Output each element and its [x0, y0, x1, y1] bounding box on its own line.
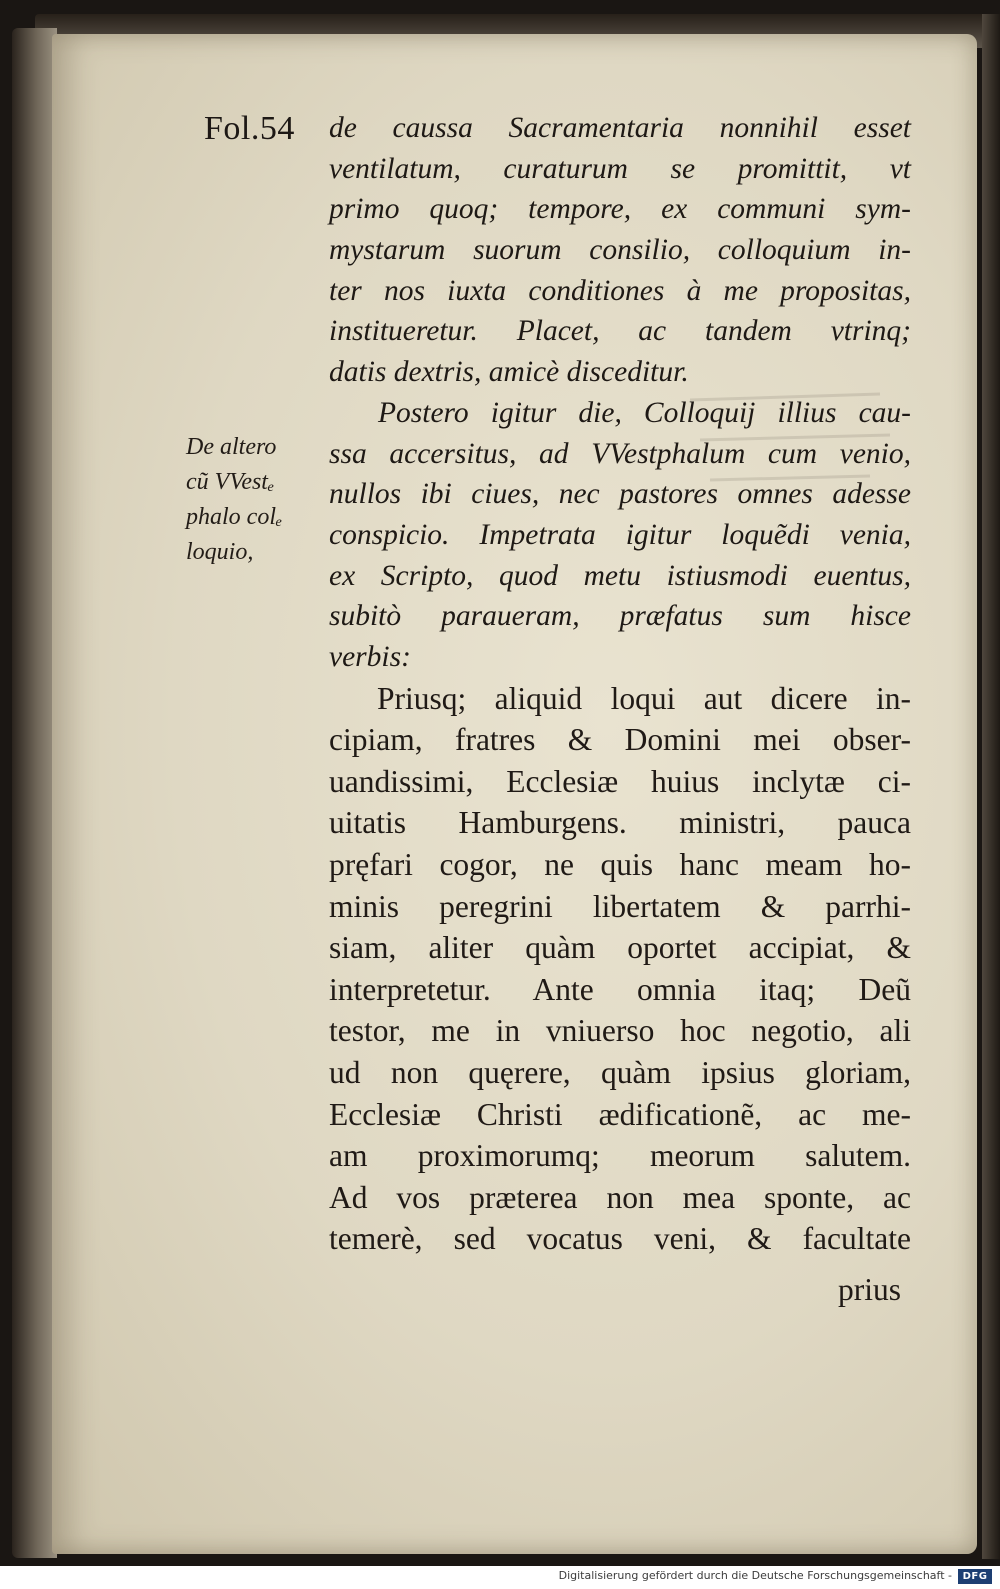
text-line: Postero igitur die, Colloquij illius cau-	[378, 396, 911, 429]
text-line: Ad vos præterea non mea sponte, ac	[329, 1179, 911, 1215]
text-line: ud non quęrere, quàm ipsius gloriam,	[329, 1054, 911, 1090]
marginal-line: cũ VVestₑ	[186, 469, 275, 495]
text-line: minis peregrini libertatem & parrhi-	[329, 888, 911, 924]
text-line: temerè, sed vocatus veni, & facultate	[329, 1221, 911, 1257]
text-line: ssa accersitus, ad VVestphalum cum venio,	[329, 437, 911, 470]
text-line: mystarum suorum consilio, colloquium in-	[329, 234, 911, 267]
text-line: testor, me in vniuerso hoc negotio, ali	[329, 1013, 911, 1049]
text-line: verbis:	[329, 640, 411, 673]
dfg-logo: DFG	[958, 1569, 992, 1584]
text-line: cipiam, fratres & Domini mei obser-	[329, 722, 911, 758]
text-line: de caussa Sacramentaria nonnihil esset	[329, 112, 911, 144]
catchword: prius	[838, 1272, 901, 1307]
text-line: uitatis Hamburgens. ministri, pauca	[329, 805, 911, 841]
text-line: Priusq; aliquid loqui aut dicere in-	[377, 680, 911, 716]
text-line: ventilatum, curaturum se promittit, vt	[329, 152, 911, 185]
text-line: ter nos iuxta conditiones à me propositas,	[329, 274, 911, 307]
text-line: siam, aliter quàm oportet accipiat, &	[329, 930, 911, 966]
footer-credit: Digitalisierung gefördert durch die Deutsche Forschungsgemeinschaft -	[558, 1569, 952, 1582]
text-line: am proximorumq; meorum salutem.	[329, 1138, 911, 1174]
text-line: interpretetur. Ante omnia itaq; Deũ	[329, 971, 911, 1007]
folio-number: Fol.54	[204, 110, 295, 147]
marginal-line: De altero	[186, 434, 277, 460]
marginal-note	[186, 430, 326, 570]
text-line: pręfari cogor, ne quis hanc meam ho-	[329, 847, 911, 882]
book-edge-left	[12, 28, 57, 1558]
text-line: ex Scripto, quod metu istiusmodi euentus,	[329, 559, 911, 592]
text-line: nullos ibi ciues, nec pastores omnes adesse	[329, 478, 911, 511]
text-line: conspicio. Impetrata igitur loquẽdi venia,	[329, 518, 911, 551]
text-line: subitò paraueram, præfatus sum hisce	[329, 600, 911, 633]
text-line: Ecclesiæ Christi ædificationẽ, ac me-	[329, 1096, 911, 1132]
text-line: datis dextris, amicè disceditur.	[329, 356, 689, 389]
marginal-line: loquio,	[186, 539, 254, 565]
text-line: uandissimi, Ecclesiæ huius inclytæ ci-	[329, 763, 911, 799]
text-line: institueretur. Placet, ac tandem vtrinq;	[329, 315, 911, 348]
main-text-block	[329, 108, 911, 1260]
text-line: primo quoq; tempore, ex communi sym-	[329, 193, 911, 226]
book-edge-right	[982, 14, 1000, 1559]
marginal-line: phalo colₑ	[186, 504, 283, 530]
